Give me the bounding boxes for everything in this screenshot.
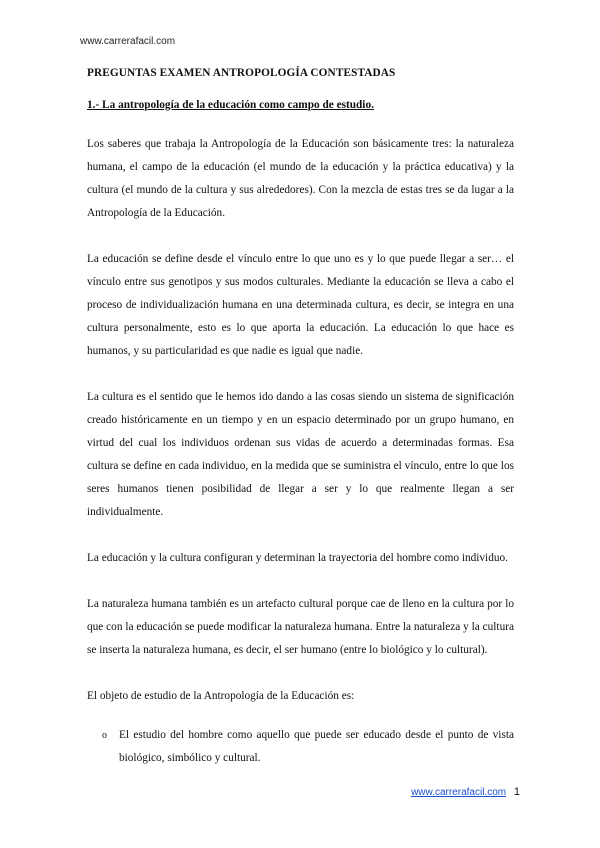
paragraph-trayectoria: La educación y la cultura configuran y determinan la trayectoria del hombre como individuo. bbox=[87, 552, 508, 564]
list-item-text: El estudio del hombre como aquello que puede ser educado desde el punto de vista biológico, simbólico y cultural. bbox=[119, 729, 514, 764]
paragraph-objeto-estudio: El objeto de estudio de la Antropología de la Educación es: bbox=[87, 690, 355, 702]
list-item bbox=[87, 724, 514, 770]
footer bbox=[411, 786, 520, 798]
page-number: 1 bbox=[513, 786, 520, 798]
paragraph-educacion: La educación se define desde el vínculo entre lo que uno es y lo que puede llegar a ser… el vínculo entre sus genotipos y sus modos culturales. Mediante la educación se lleva a cabo el proceso de individualización humana en una determinada cultura, es decir, se integra en una cultura personalmente, esto es lo que aporta la educación. La educación lo que hace es humanos, y su particularidad es que nadie es igual que nadie. bbox=[87, 253, 514, 357]
paragraph-cultura: La cultura es el sentido que le hemos ido dando a las cosas siendo un sistema de significación creado históricamente en un tiempo y en un espacio determinado por un grupo humano, en virtud del cual los individuos ordenan sus vidas de acuerdo a determinadas formas. Esa cultura se define en cada individuo, en la medida que se suministra el vínculo, entre lo que los seres humanos tienen posibilidad de llegar a ser y lo que realmente llegan a ser individualmente. bbox=[87, 391, 514, 518]
paragraph-naturaleza: La naturaleza humana también es un artefacto cultural porque cae de lleno en la cultura por lo que con la educación se puede modificar la naturaleza humana. Entre la naturaleza y la cultura se inserta la naturaleza humana, es decir, el ser humano (entre lo biológico y lo cultural). bbox=[87, 598, 514, 656]
document-title: PREGUNTAS EXAMEN ANTROPOLOGÍA CONTESTADAS bbox=[87, 67, 396, 79]
document-body bbox=[87, 133, 514, 770]
bullet-circle-icon: o bbox=[102, 730, 107, 741]
footer-site-link[interactable]: www.carrerafacil.com bbox=[411, 787, 507, 798]
section-heading: 1.- La antropología de la educación como campo de estudio. bbox=[87, 99, 374, 111]
header-site-url: www.carrerafacil.com bbox=[80, 36, 176, 47]
objeto-estudio-list bbox=[87, 724, 514, 770]
paragraph-saberes: Los saberes que trabaja la Antropología de la Educación son básicamente tres: la naturaleza humana, el campo de la educación (el mundo de la educación y la práctica educativa) y la cultura (el mundo de la cultura y sus alrededores). Con la mezcla de estas tres se da lugar a la Antropología de la Educación. bbox=[87, 138, 514, 219]
